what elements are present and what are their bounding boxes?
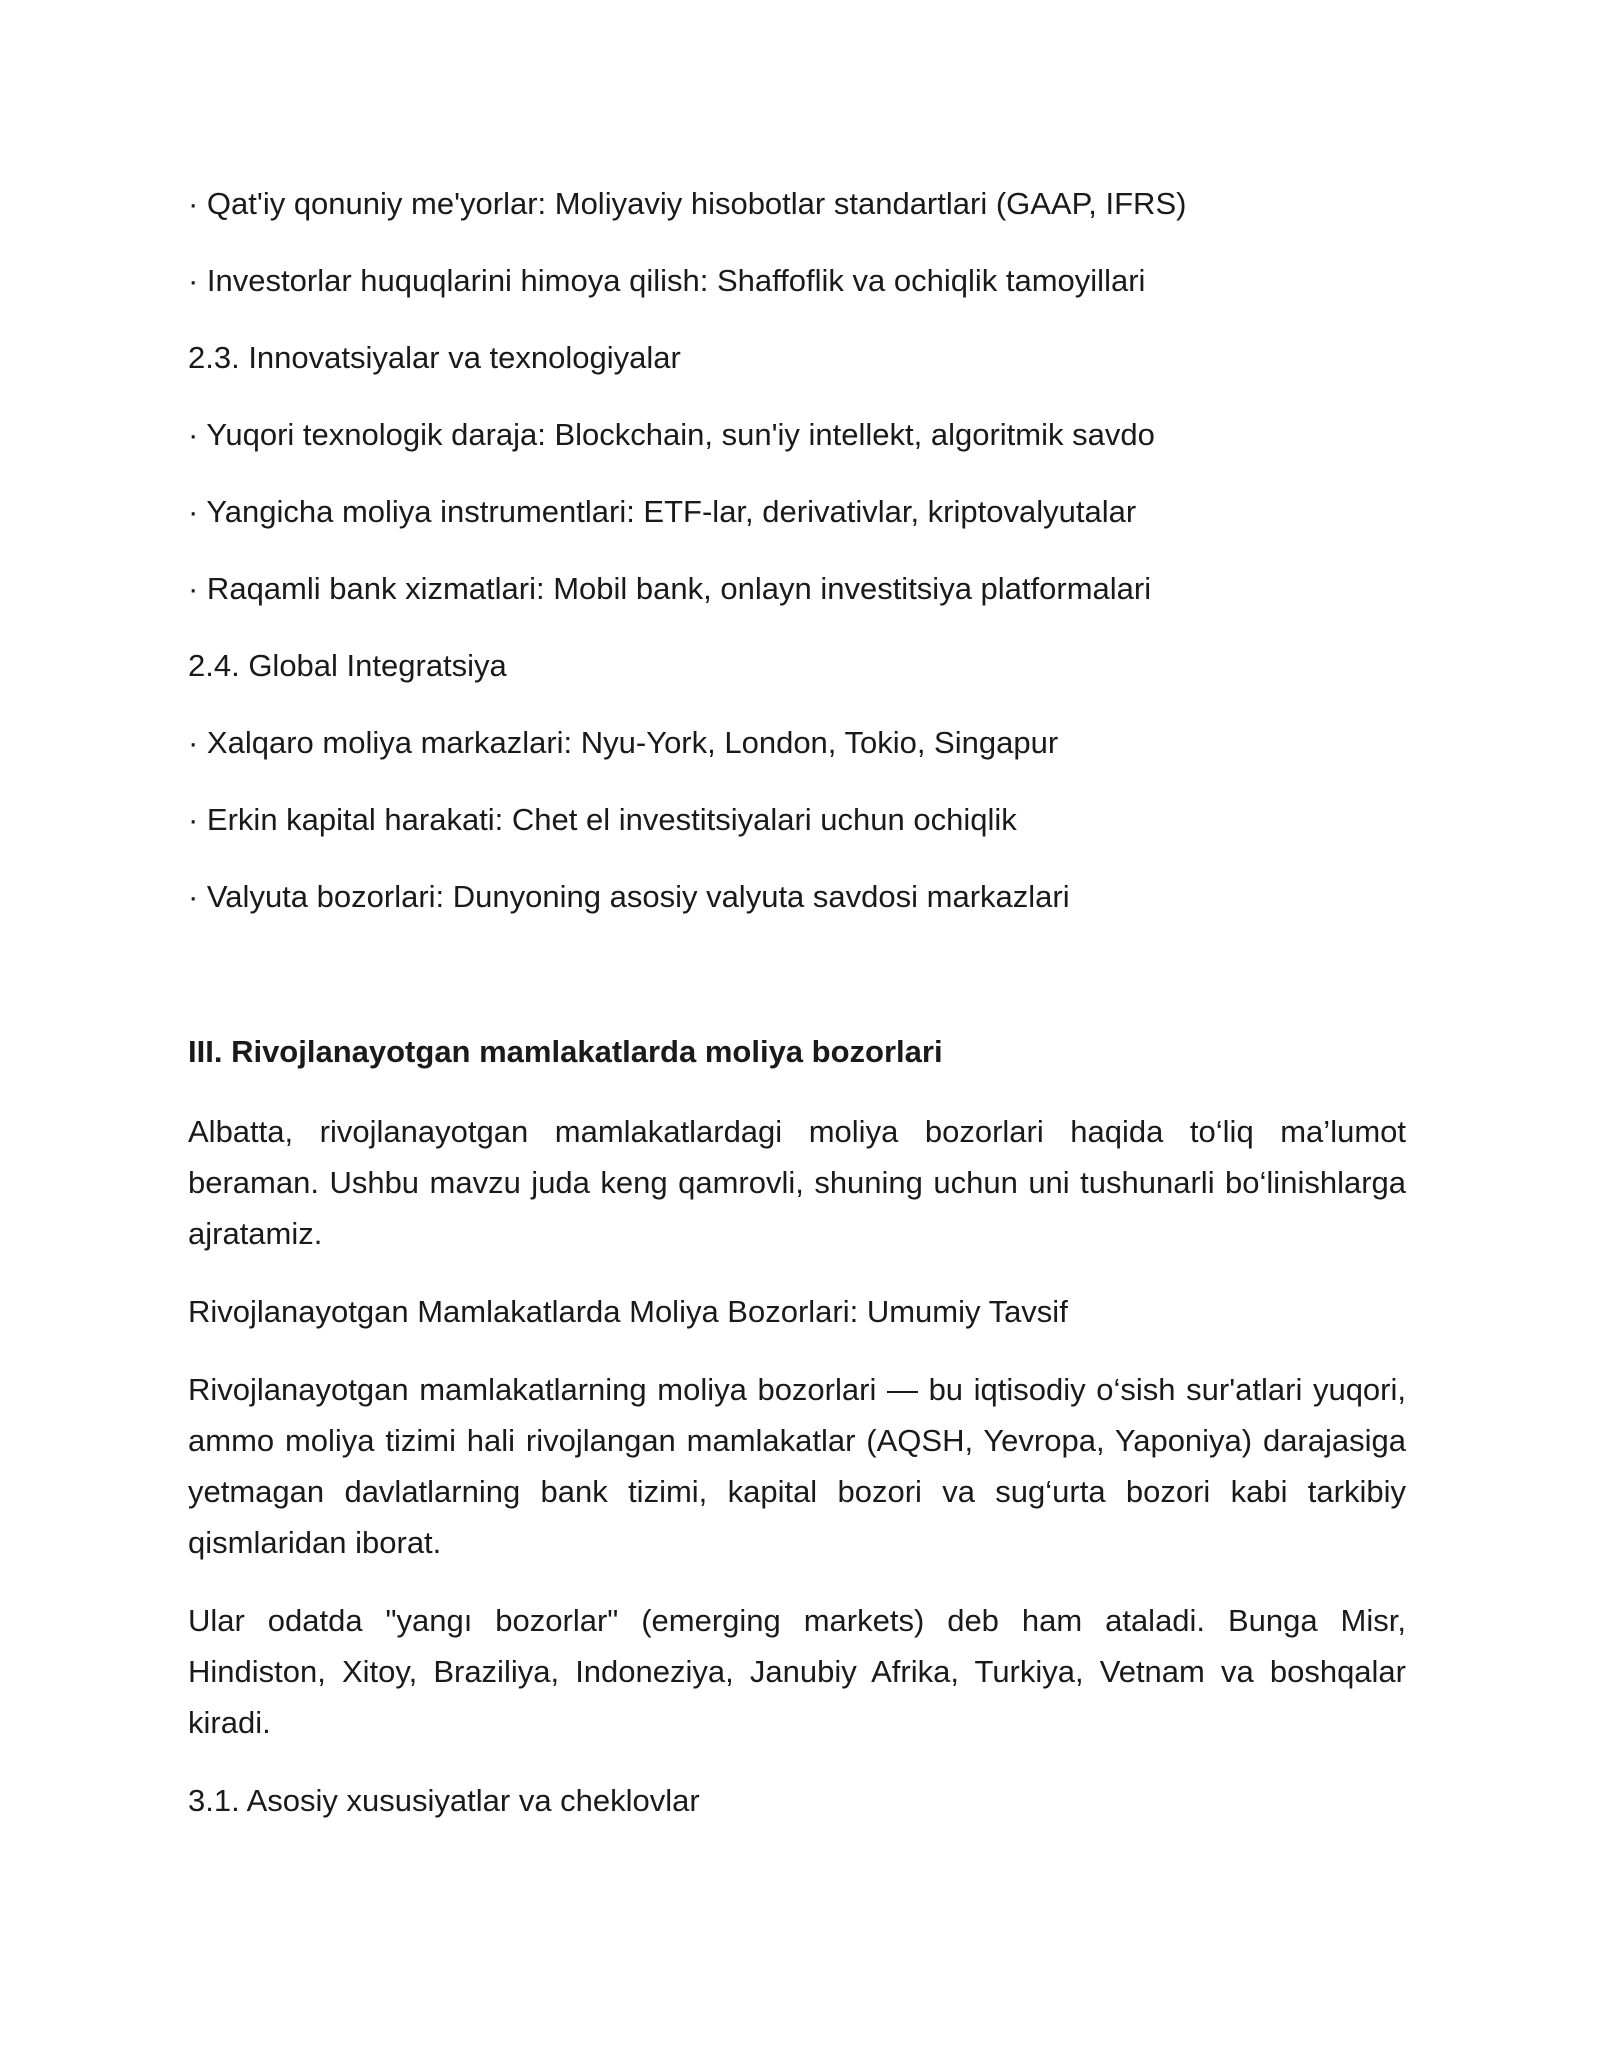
bullet-legal-norms: · Qat'iy qonuniy me'yorlar: Moliyaviy hisobotlar standartlari (GAAP, IFRS)	[188, 186, 1187, 221]
bullet-investor-protection: · Investorlar huquqlarini himoya qilish: Shaffoflik va ochiqlik tamoyillari	[188, 263, 1146, 298]
definition-paragraph: Rivojlanayotgan mamlakatlarning moliya bozorlari — bu iqtisodiy o‘sish sur'atlari yuqori, ammo moliya tizimi hali rivojlangan mamlakatlar (AQSH, Yevropa, Yaponiya) darajasiga yetmagan davlatlarning bank tizimi, kapital bozori va sug‘urta bozori kabi tarkibiy qismlaridan iborat.	[188, 1372, 1406, 1560]
section-2-3-title: 2.3. Innovatsiyalar va texnologiyalar	[188, 340, 681, 375]
bullet-high-tech: · Yuqori texnologik daraja: Blockchain, sun'iy intellekt, algoritmik savdo	[188, 417, 1155, 452]
bullet-financial-centers: · Xalqaro moliya markazlari: Nyu-York, London, Tokio, Singapur	[188, 725, 1059, 760]
bullet-capital-movement: · Erkin kapital harakati: Chet el investitsiyalari uchun ochiqlik	[188, 802, 1017, 837]
bullet-digital-banking: · Raqamli bank xizmatlari: Mobil bank, onlayn investitsiya platformalari	[188, 571, 1152, 606]
document-body	[188, 186, 1406, 1853]
section-3-heading: III. Rivojlanayotgan mamlakatlarda moliya bozorlari	[188, 1034, 943, 1069]
subtitle: Rivojlanayotgan Mamlakatlarda Moliya Bozorlari: Umumiy Tavsif	[188, 1294, 1068, 1329]
section-spacer	[188, 956, 1406, 1034]
bullet-new-instruments: · Yangicha moliya instrumentlari: ETF-lar, derivativlar, kriptovalyutalar	[188, 494, 1137, 529]
intro-paragraph: Albatta, rivojlanayotgan mamlakatlardagi moliya bozorlari haqida to‘liq ma’lumot beraman. Ushbu mavzu juda keng qamrovli, shuning uchun uni tushunarli bo‘linishlarga ajratamiz.	[188, 1114, 1406, 1251]
section-2-4-title: 2.4. Global Integratsiya	[188, 648, 507, 683]
bullet-currency-markets: · Valyuta bozorlari: Dunyoning asosiy valyuta savdosi markazlari	[188, 879, 1070, 914]
section-3-1-title: 3.1. Asosiy xususiyatlar va cheklovlar	[188, 1783, 700, 1818]
emerging-markets-paragraph: Ular odatda "yangı bozorlar" (emerging markets) deb ham ataladi. Bunga Misr, Hindiston, Xitoy, Braziliya, Indoneziya, Janubiy Afrika, Turkiya, Vetnam va boshqalar kiradi.	[188, 1603, 1406, 1740]
